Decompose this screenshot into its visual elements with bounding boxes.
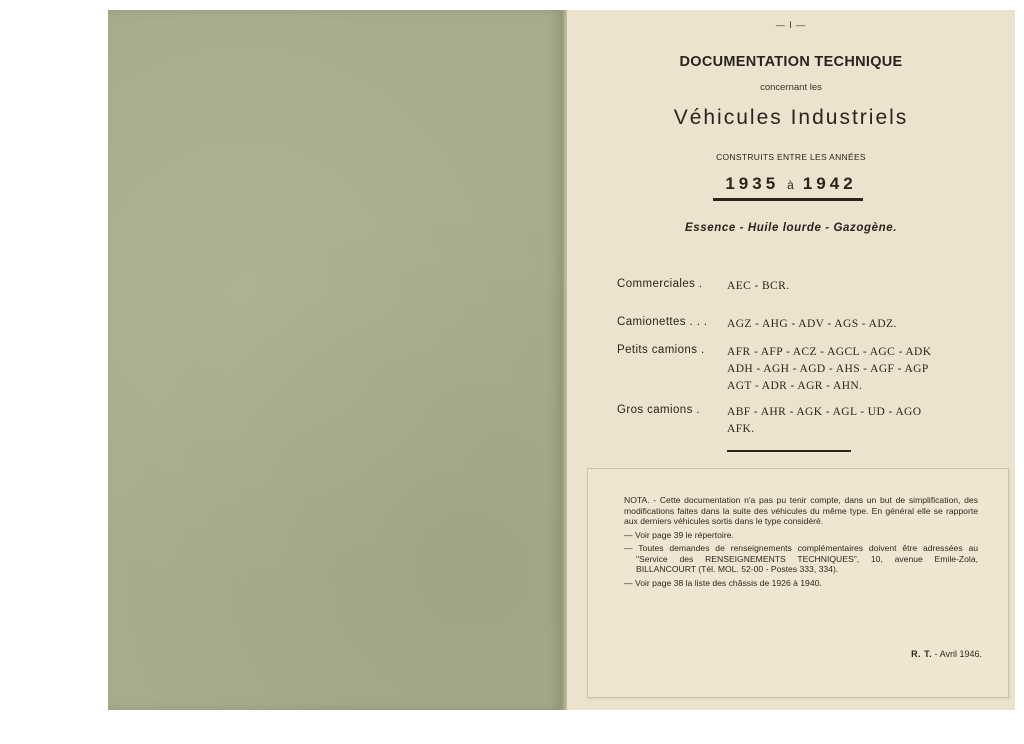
page-number: — I — <box>775 20 807 30</box>
year-start: 1935 <box>725 174 780 193</box>
category-codes <box>727 344 1007 395</box>
fuel-types: Essence - Huile lourde - Gazogène. <box>684 222 898 234</box>
category-label: Petits camions . <box>617 344 705 356</box>
concerning-text: concernant les <box>760 82 822 93</box>
codes-line: AFR - AFP - ACZ - AGCL - AGC - ADK <box>727 346 932 358</box>
codes-line: ADH - AGH - AGD - AHS - AGF - AGP <box>727 363 929 375</box>
nota-intro: NOTA. - Cette documentation n'a pas pu tenir compte, dans un but de simplification, des modifications faites dans la suite des véhicules du même type. En général elle se rapporte aux derniers véhicules sortis dans le type considéré. <box>624 495 978 526</box>
codes-line: AEC - BCR. <box>727 280 790 292</box>
subject-heading: Véhicules Industriels <box>673 106 909 129</box>
signature-initials: R. T. <box>911 649 933 659</box>
year-end: 1942 <box>802 174 857 193</box>
nota-item: — Toutes demandes de renseignements complémentaires doivent être adressées au "Service des RENSEIGNEMENTS TECHNIQUES", 10, avenue Emile-Zola, BILLANCOURT (Tél. MOL. 52-00 - Postes 333, 334). <box>624 543 978 574</box>
category-label: Camionettes . . . <box>617 316 708 328</box>
years-underline <box>713 198 863 201</box>
category-label: Commerciales . <box>617 278 703 290</box>
section-divider <box>727 450 851 452</box>
category-label: Gros camions . <box>617 404 700 416</box>
nota-item: — Voir page 38 la liste des châssis de 1926 à 1940. <box>624 577 822 588</box>
signature-line <box>911 649 982 659</box>
left-page-cover <box>108 10 563 710</box>
codes-line: AGT - ADR - AGR - AHN. <box>727 380 863 392</box>
category-codes <box>727 316 1007 333</box>
nota-text <box>624 495 978 591</box>
category-codes <box>727 404 1007 438</box>
nota-item: — Voir page 39 le répertoire. <box>624 529 734 540</box>
years-range <box>567 174 1015 194</box>
codes-line: ABF - AHR - AGK - AGL - UD - AGO <box>727 406 922 418</box>
document-title: DOCUMENTATION TECHNIQUE <box>679 54 903 70</box>
codes-line: AFK. <box>727 423 755 435</box>
nota-pasted-slip <box>587 468 1009 698</box>
right-page <box>567 10 1015 710</box>
built-between-text: CONSTRUITS ENTRE LES ANNÉES <box>716 152 866 162</box>
signature-date: - Avril 1946. <box>932 649 982 659</box>
codes-line: AGZ - AHG - ADV - AGS - ADZ. <box>727 318 897 330</box>
year-connector: à <box>787 178 795 192</box>
category-codes <box>727 278 1007 295</box>
